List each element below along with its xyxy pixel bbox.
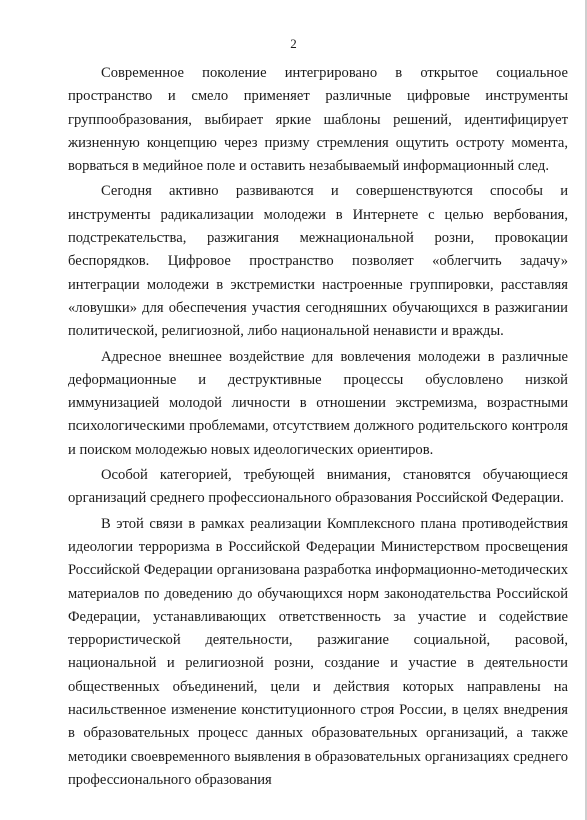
paragraph-4: Особой категорией, требующей внимания, становятся обучающиеся организаций среднего профессионального образования Российской Федерации. bbox=[68, 467, 568, 507]
paragraph-2: Сегодня активно развиваются и совершенствуются способы и инструменты радикализации молодежи в Интернете с целью вербования, подстрекательства, разжигания межнациональной розни, провокации беспорядков. Цифровое пространство позволяет «облегчить задачу» интеграции молодежи в экстремистки настроенные группировки, расставляя «ловушки» для обеспечения участия сегодняшних обучающихся в разжигании политической, религиозной, либо национальной ненависти и вражды. bbox=[68, 183, 568, 340]
page-number: 2 bbox=[290, 36, 297, 51]
paragraph-1: Современное поколение интегрировано в открытое социальное пространство и смело применяет различные цифровые инструменты группообразования, выбирает яркие шаблоны решений, идентифицирует жизненную концепцию через призму стремления ощутить остроту момента, ворваться в медийное поле и оставить незабываемый информационный след. bbox=[68, 65, 568, 175]
body-text bbox=[68, 62, 568, 792]
paragraph-5: В этой связи в рамках реализации Комплексного плана противодействия идеологии терроризма в Российской Федерации Министерством просвещения Российской Федерации организована разработка информационно-методических материалов по доведению до обучающихся норм законодательства Российской Федерации, устанавливающих ответственность за участие и содействие террористической деятельности, разжигание социальной, расовой, национальной и религиозной розни, создание и участие в деятельности общественных объединений, цели и действия которых направлены на насильственное изменение конституционного строя России, в целях внедрения в образовательных процесс данных образовательных организаций, а также методики своевременного выявления в образовательных организациях среднего профессионального образования bbox=[68, 515, 568, 788]
paragraph-3: Адресное внешнее воздействие для вовлечения молодежи в различные деформационные и деструктивные процессы обусловлено низкой иммунизацией молодой личности в отношении экстремизма, возрастными психологическими проблемами, отсутствием должного родительского контроля и поиском молодежью новых идеологических ориентиров. bbox=[68, 348, 568, 458]
